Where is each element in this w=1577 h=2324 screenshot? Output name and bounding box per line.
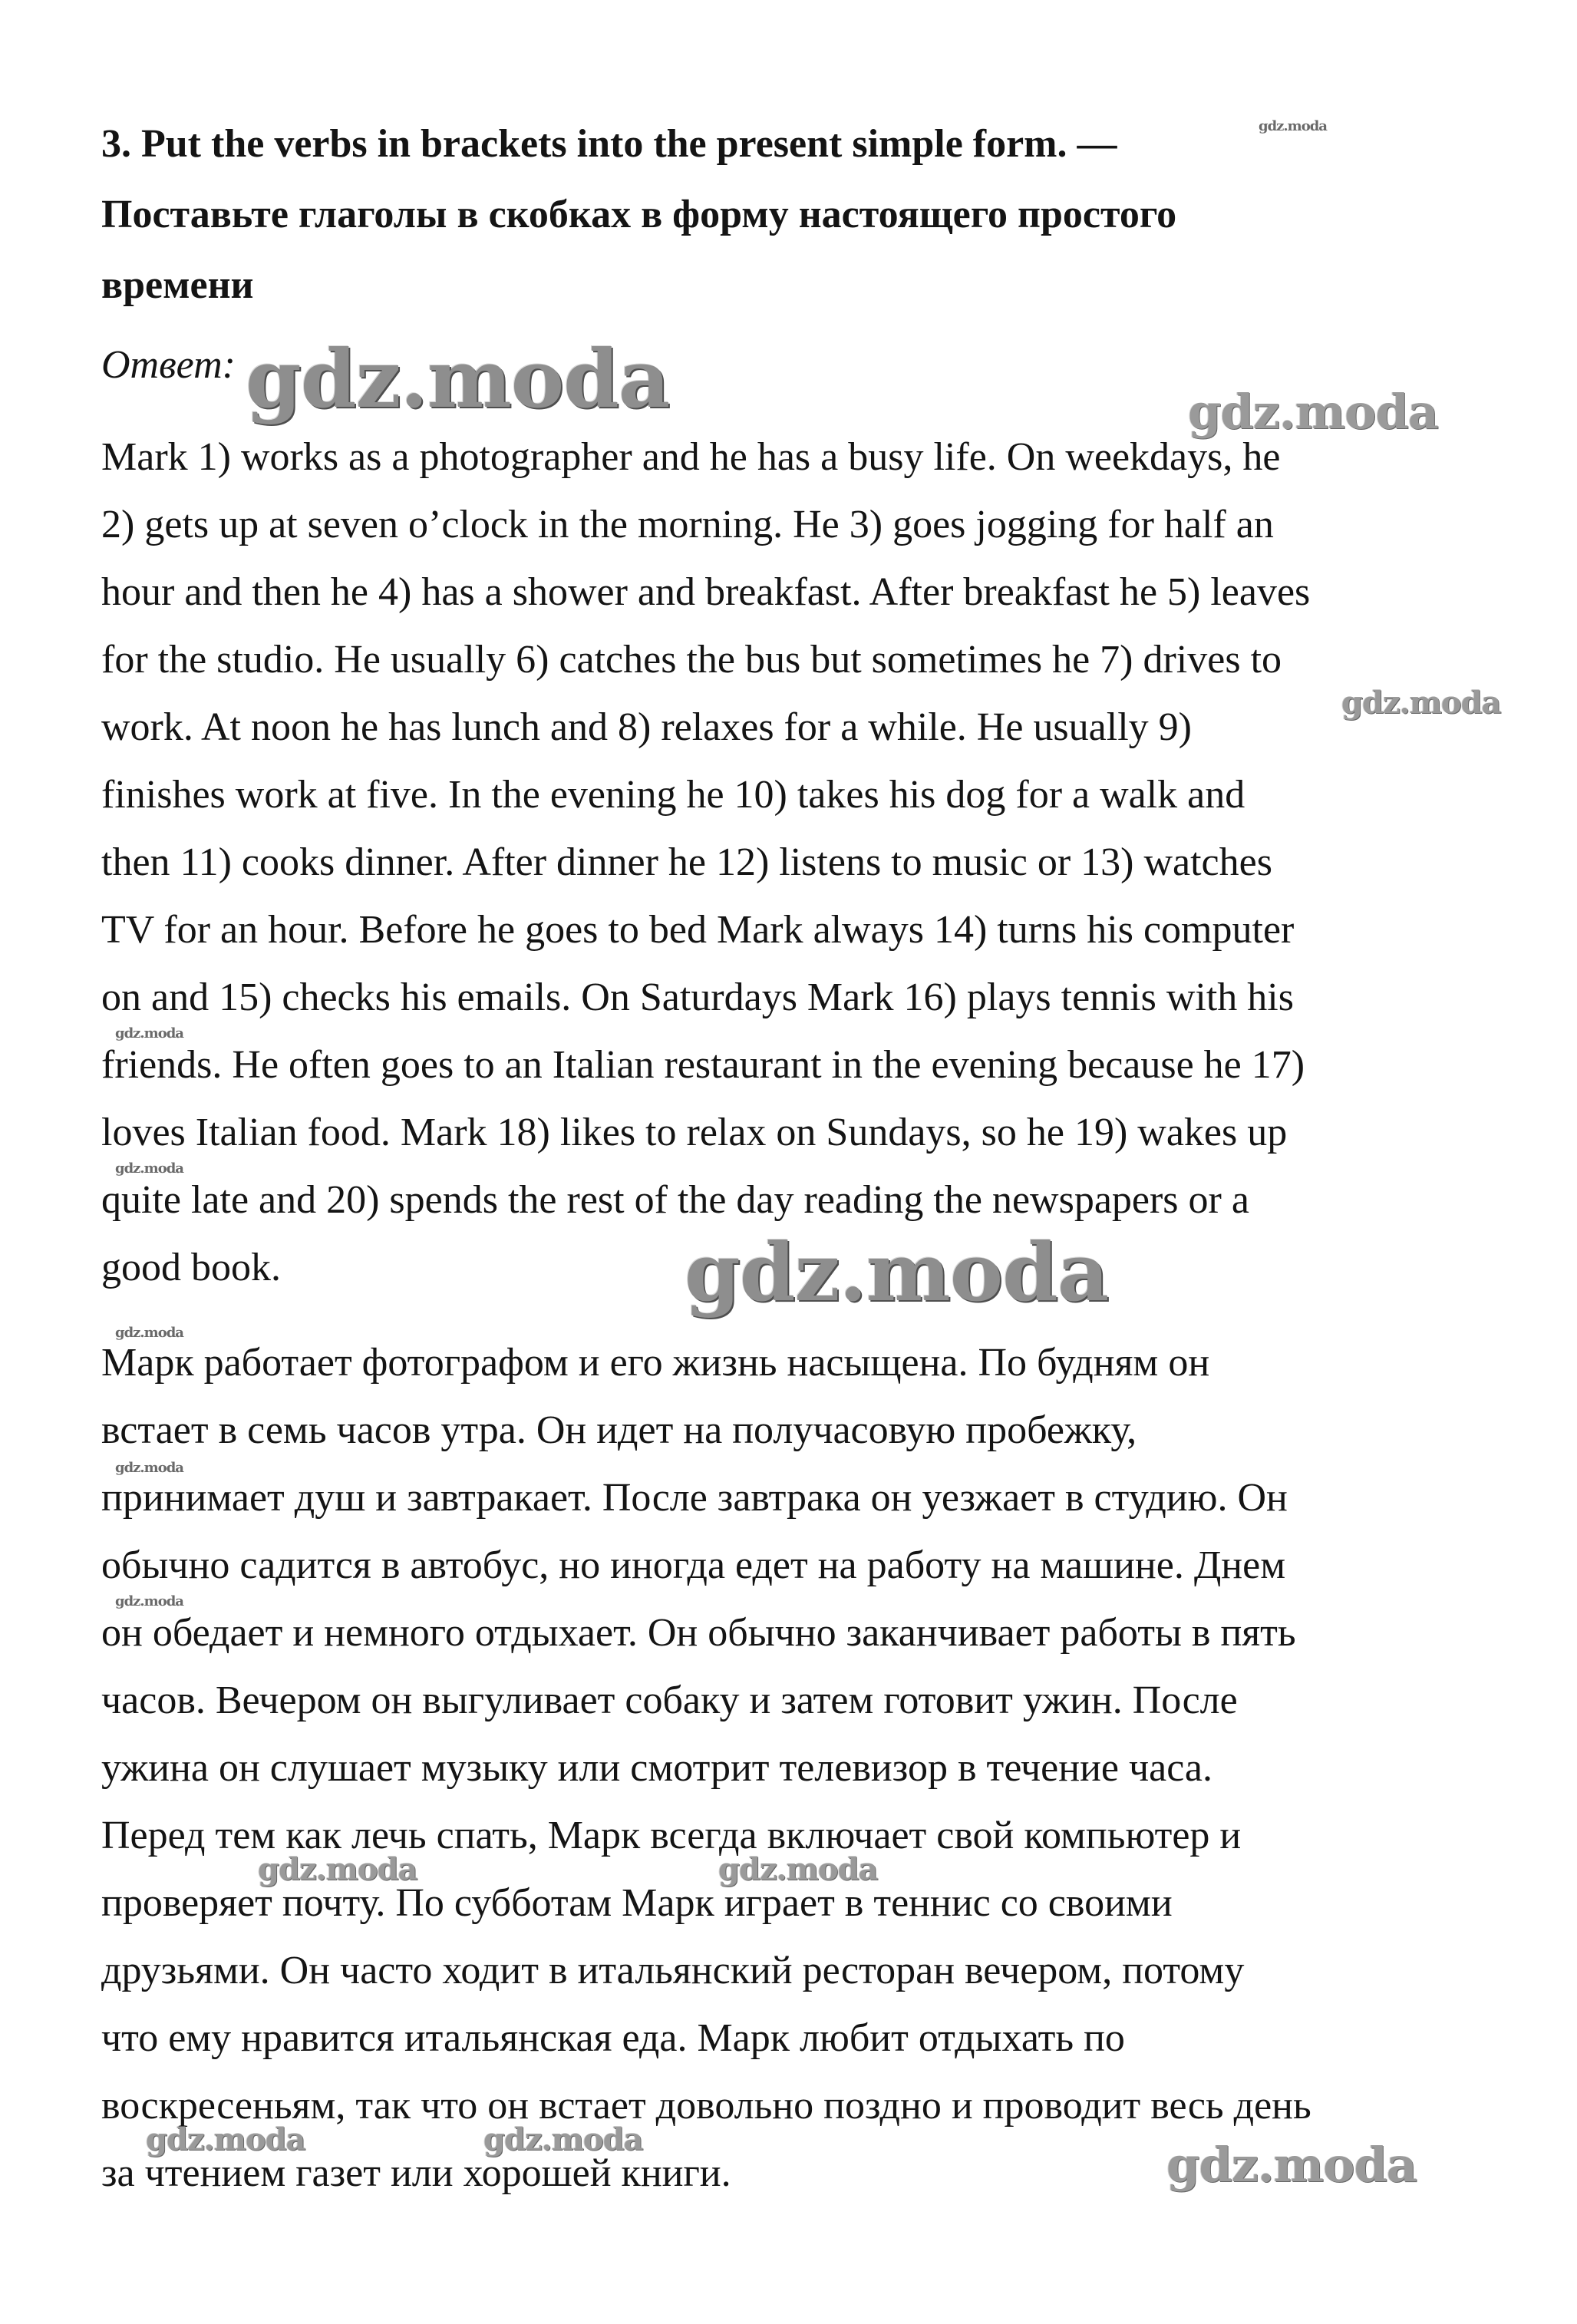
watermark: gdz.moda [1341, 685, 1501, 721]
russian-line: обычно садится в автобус, но иногда едет на работу на машине. Днем [101, 1543, 1286, 1587]
english-line: on and 15) checks his emails. On Saturdays Mark 16) plays tennis with his [101, 975, 1294, 1019]
russian-line: часов. Вечером он выгуливает собаку и затем готовит ужин. После [101, 1679, 1238, 1722]
watermark: gdz.moda [483, 2121, 643, 2157]
watermark: gdz.moda [246, 332, 670, 426]
english-line: for the studio. He usually 6) catches the bus but sometimes he 7) drives to [101, 638, 1282, 682]
exercise-heading [101, 109, 1483, 321]
watermark: gdz.moda [1166, 2137, 1417, 2193]
watermark: gdz.moda [115, 1025, 183, 1042]
english-line: 2) gets up at seven o’clock in the morning. He 3) goes jogging for half an [101, 503, 1274, 546]
english-line: TV for an hour. Before he goes to bed Mark always 14) turns his computer [101, 908, 1295, 952]
watermark: gdz.moda [1259, 118, 1327, 134]
watermark: gdz.moda [146, 2121, 305, 2157]
english-line: work. At noon he has lunch and 8) relaxes for a while. He usually 9) [101, 705, 1192, 749]
watermark: gdz.moda [258, 1851, 417, 1887]
russian-line: воскресеньям, так что он встает довольно поздно и проводит весь день [101, 2084, 1311, 2128]
russian-line: что ему нравится итальянская еда. Марк любит отдыхать по [101, 2016, 1125, 2060]
russian-line: ужина он слушает музыку или смотрит телевизор в течение часа. [101, 1746, 1213, 1790]
heading-line-1: 3. Put the verbs in brackets into the present simple form. — [101, 122, 1117, 166]
english-line: good book. [101, 1246, 281, 1289]
russian-line: принимает душ и завтракает. После завтрака он уезжает в студию. Он [101, 1476, 1288, 1520]
watermark: gdz.moda [1188, 384, 1438, 440]
heading-line-2: Поставьте глаголы в скобках в форму настоящего простого [101, 193, 1177, 236]
watermark: gdz.moda [718, 1851, 878, 1887]
russian-line: за чтением газет или хорошей книги. [101, 2151, 731, 2195]
russian-line: проверяет почту. По субботам Марк играет в теннис со своими [101, 1881, 1173, 1925]
watermark: gdz.moda [115, 1325, 183, 1341]
english-line: friends. He often goes to an Italian restaurant in the evening because he 17) [101, 1043, 1305, 1087]
russian-line: встает в семь часов утра. Он идет на получасовую пробежку, [101, 1408, 1137, 1452]
russian-line: Марк работает фотографом и его жизнь насыщена. По будням он [101, 1341, 1210, 1385]
heading-line-3: времени [101, 263, 254, 307]
english-line: then 11) cooks dinner. After dinner he 12) listens to music or 13) watches [101, 840, 1272, 884]
watermark: gdz.moda [115, 1593, 183, 1609]
answer-label: Ответ: [101, 343, 236, 387]
russian-line: он обедает и немного отдыхает. Он обычно заканчивает работы в пять [101, 1611, 1296, 1655]
english-line: quite late and 20) spends the rest of the day reading the newspapers or a [101, 1178, 1249, 1222]
watermark: gdz.moda [685, 1225, 1109, 1319]
english-line: finishes work at five. In the evening he 10) takes his dog for a walk and [101, 773, 1245, 817]
english-line: Mark 1) works as a photographer and he has a busy life. On weekdays, he [101, 435, 1281, 479]
english-line: hour and then he 4) has a shower and breakfast. After breakfast he 5) leaves [101, 570, 1311, 614]
english-line: loves Italian food. Mark 18) likes to relax on Sundays, so he 19) wakes up [101, 1111, 1288, 1154]
russian-line: друзьями. Он часто ходит в итальянский ресторан вечером, потому [101, 1949, 1245, 1992]
russian-line: Перед тем как лечь спать, Марк всегда включает свой компьютер и [101, 1814, 1242, 1857]
watermark: gdz.moda [115, 1160, 183, 1177]
watermark: gdz.moda [115, 1460, 183, 1476]
